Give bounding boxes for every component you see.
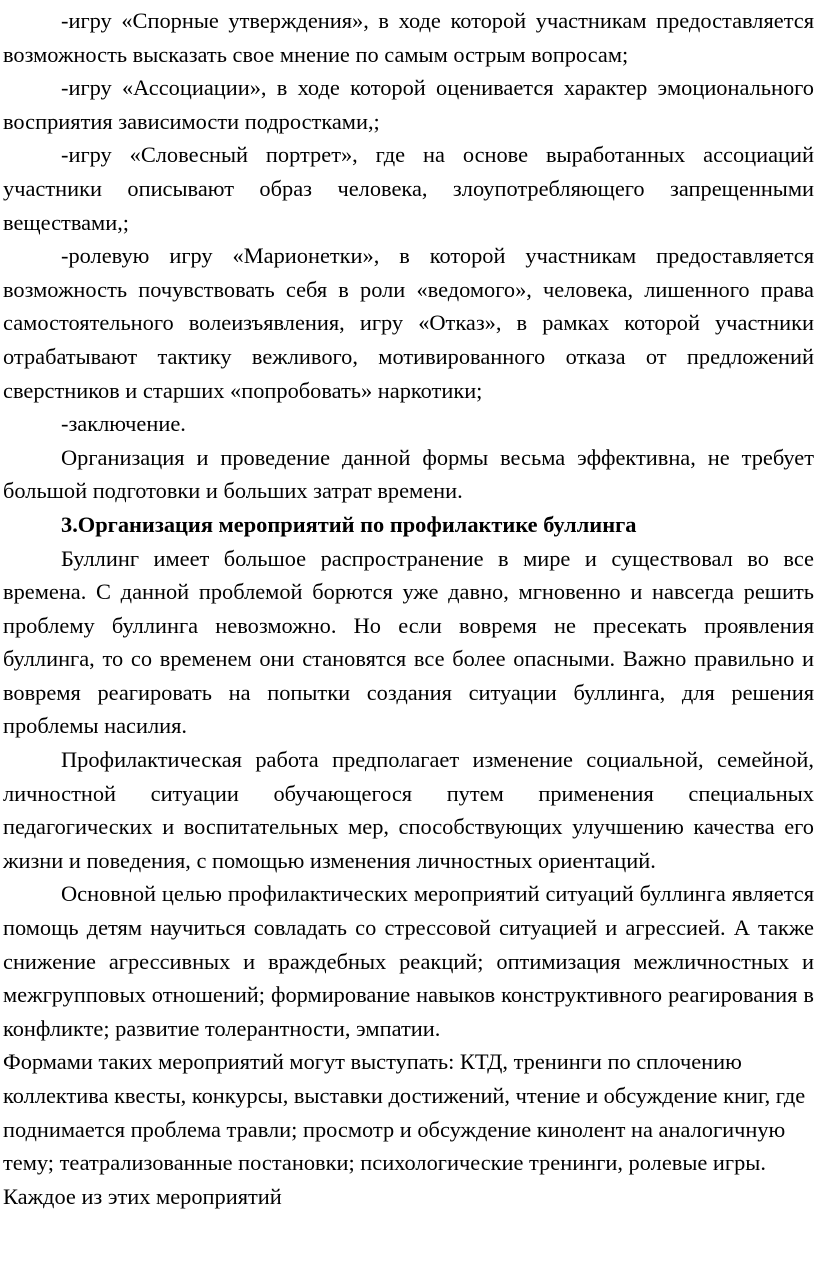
list-item-game-verbal-portrait: -игру «Словесный портрет», где на основе выработанных ассоциаций участники описывают образ человека, злоупотребляющего запрещенными веществами,; — [3, 142, 814, 235]
paragraph-organization-effectiveness: Организация и проведение данной формы весьма эффективна, не требует большой подготовки и больших затрат времени. — [3, 444, 814, 504]
list-item-role-play-marionettes: -ролевую игру «Марионетки», в которой участникам предоставляется возможность почувствовать себя в роли «ведомого», человека, лишенного права самостоятельного волеизъявления, игру «Отказ», в рамках которой участники отрабатывают тактику вежливого, мотивированного отказа от предложений сверстников и старших «попробовать» наркотики; — [3, 243, 814, 403]
paragraph-event-forms: Формами таких мероприятий могут выступать: КТД, тренинги по сплочению коллектива квесты, конкурсы, выставки достижений, чтение и обсуждение книг, где поднимается проблема травли; просмотр и обсуждение кинолент на аналогичную тему; театрализованные постановки; психологические тренинги, ролевые игры. Каждое из этих мероприятий — [3, 1049, 806, 1209]
paragraph-preventive-work: Профилактическая работа предполагает изменение социальной, семейной, личностной ситуации обучающегося путем применения специальных педагогических и воспитательных мер, способствующих улучшению качества его жизни и поведения, с помощью изменения личностных ориентаций. — [3, 747, 814, 873]
list-item-game-disputes: -игру «Спорные утверждения», в ходе которой участникам предоставляется возможность высказать свое мнение по самым острым вопросам; — [3, 8, 814, 67]
list-item-conclusion: -заключение. — [61, 411, 186, 437]
list-item-game-associations: -игру «Ассоциации», в ходе которой оценивается характер эмоционального восприятия зависимости подростками,; — [3, 75, 814, 134]
paragraph-bullying-prevalence: Буллинг имеет большое распространение в мире и существовал во все времена. С данной проблемой борются уже давно, мгновенно и навсегда решить проблему буллинга невозможно. Но если вовремя не пресекать проявления буллинга, то со временем они становятся все более опасными. Важно правильно и вовремя реагировать на попытки создания ситуации буллинга, для решения проблемы насилия. — [3, 545, 814, 739]
section-heading-bullying-prevention: 3.Организация мероприятий по профилактике буллинга — [61, 511, 637, 537]
paragraph-main-goal: Основной целью профилактических мероприятий ситуаций буллинга является помощь детям научиться совладать со стрессовой ситуацией и агрессией. А также снижение агрессивных и враждебных реакций; оптимизация межличностных и межгрупповых отношений; формирование навыков конструктивного реагирования в конфликте; развитие толерантности, эмпатии. — [3, 881, 814, 1041]
